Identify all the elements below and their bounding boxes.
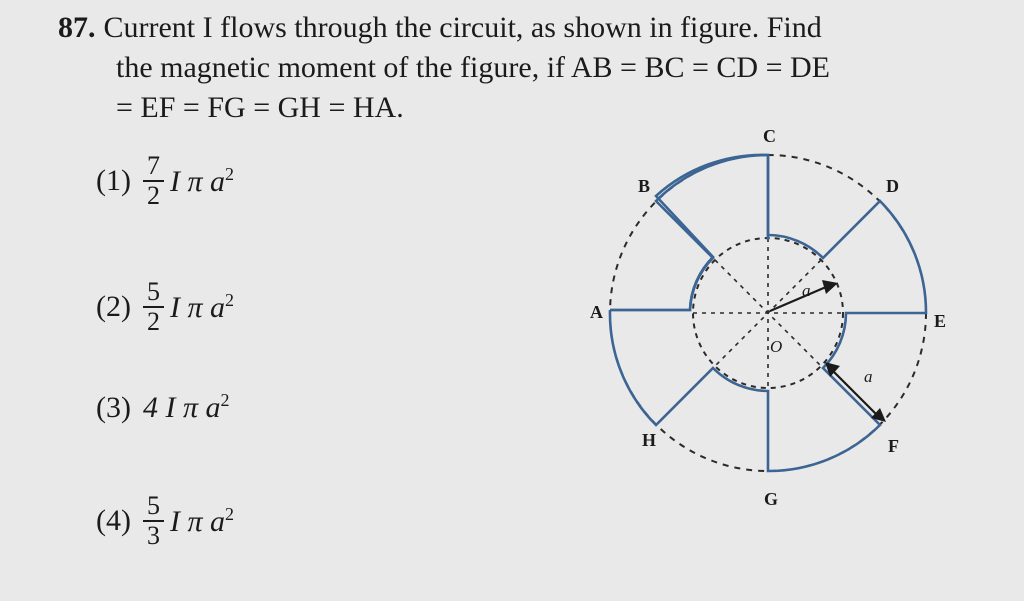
dashed-diameters	[693, 238, 843, 388]
option-label: (1)	[96, 164, 131, 197]
circuit-figure	[580, 120, 960, 520]
question-number: 87.	[58, 11, 96, 44]
expr-text: I π a	[169, 504, 226, 538]
option-expression	[170, 164, 234, 199]
expr-text: 4 I π a	[142, 391, 221, 424]
numerator: 5	[143, 278, 164, 308]
numerator: 7	[143, 152, 164, 182]
option-1[interactable]	[96, 152, 234, 210]
exponent: 2	[225, 289, 235, 310]
option-label: (2)	[96, 290, 131, 323]
denominator: 2	[146, 181, 160, 210]
option-label: (4)	[96, 504, 131, 537]
label-O: O	[770, 337, 783, 356]
expr-text: I π a	[169, 164, 226, 198]
fraction	[143, 152, 164, 210]
fraction	[143, 278, 164, 336]
option-label: (3)	[96, 390, 131, 424]
question-text	[58, 8, 958, 128]
inner-radius-arrowhead	[822, 280, 838, 294]
question-line-3: = EF = FG = GH = HA.	[116, 91, 404, 124]
exponent: 2	[220, 390, 230, 410]
option-2[interactable]	[96, 278, 234, 336]
circuit-drawing	[610, 155, 926, 471]
numerator: 5	[143, 492, 164, 522]
label-E: E	[934, 311, 947, 331]
label-D: D	[886, 176, 899, 196]
label-a-inner: a	[802, 281, 811, 300]
question-line-2: the magnetic moment of the figure, if AB = BC = CD = DE	[116, 51, 830, 84]
expr-text: I π a	[169, 290, 226, 324]
label-H: H	[642, 430, 657, 450]
option-expression	[170, 290, 234, 325]
question-line-1: Current I flows through the circuit, as shown in figure. Find	[103, 11, 822, 44]
exponent: 2	[225, 503, 235, 524]
option-expression	[170, 504, 234, 539]
label-F: F	[888, 436, 899, 456]
fraction	[143, 492, 164, 550]
label-G: G	[764, 489, 779, 509]
inner-radius-line	[770, 287, 826, 311]
label-a-outer: a	[864, 367, 873, 386]
label-B: B	[638, 176, 651, 196]
label-A: A	[590, 302, 603, 322]
label-C: C	[763, 126, 776, 146]
option-expression	[143, 390, 230, 425]
denominator: 2	[146, 307, 160, 336]
option-4[interactable]	[96, 492, 234, 550]
denominator: 3	[146, 521, 160, 550]
exponent: 2	[225, 163, 235, 184]
option-3[interactable]	[96, 390, 230, 425]
